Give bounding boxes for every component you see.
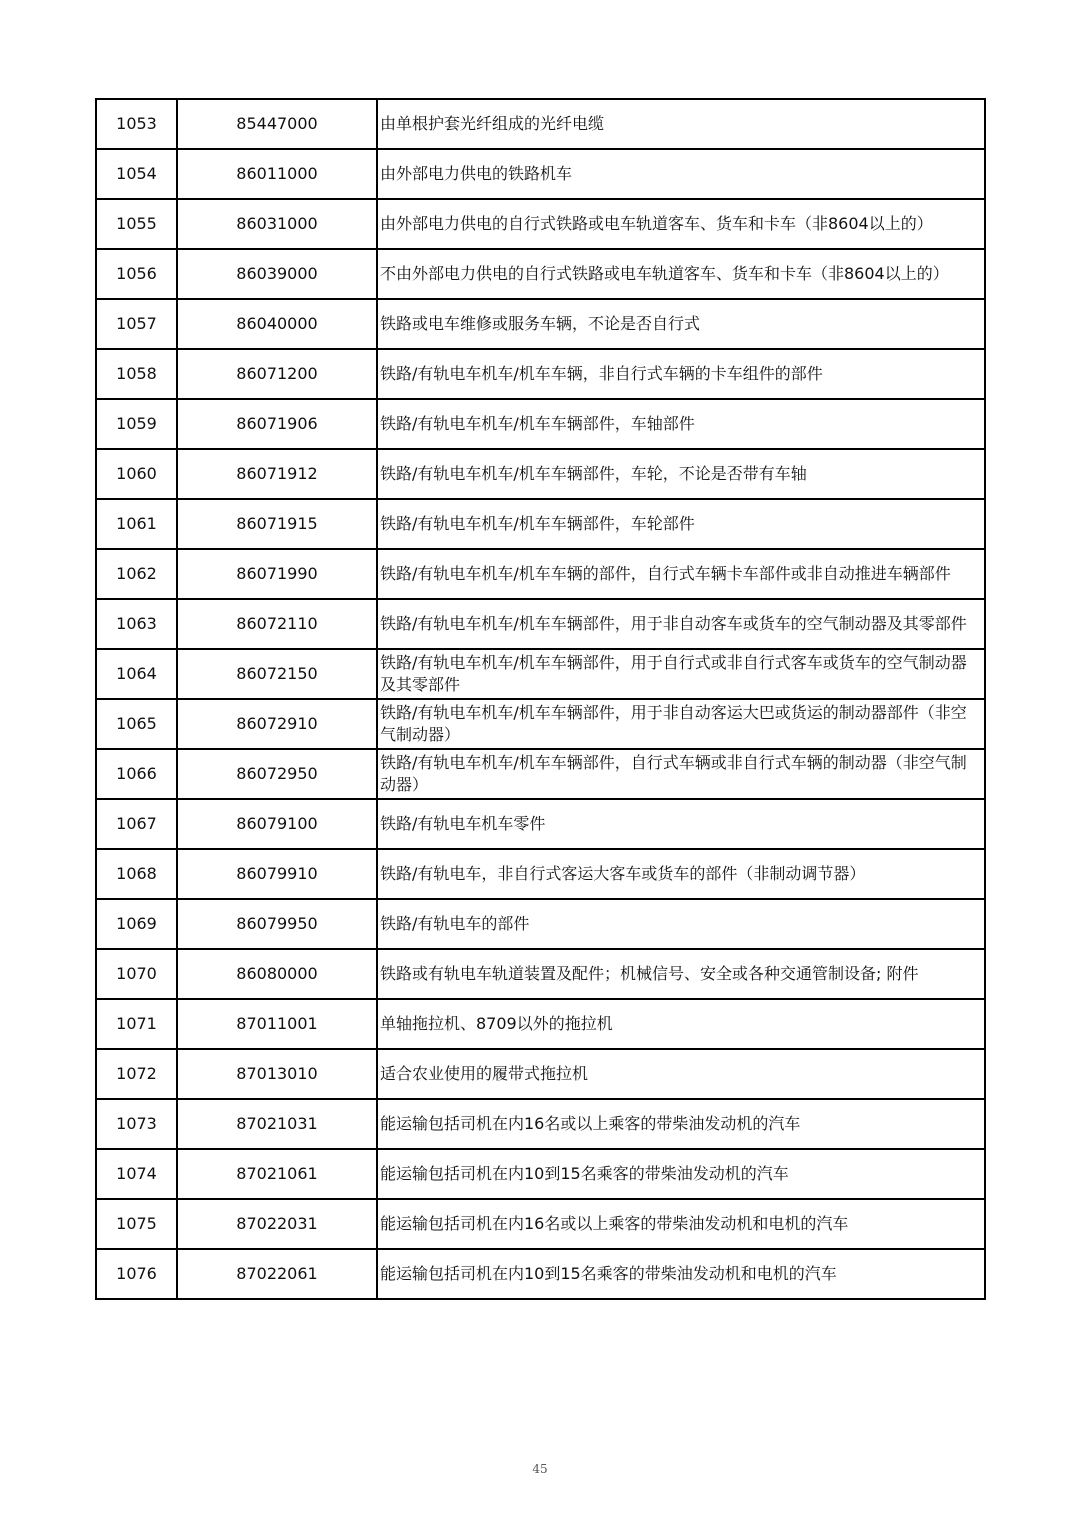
row-description: 铁路/有轨电车机车/机车车辆部件，自行式车辆或非自行式车辆的制动器（非空气制动器） <box>377 749 985 799</box>
row-description: 铁路/有轨电车机车/机车车辆部件，用于非自动客运大巴或货运的制动器部件（非空气制动器） <box>377 699 985 749</box>
row-hs-code: 86079950 <box>177 899 377 949</box>
row-description: 由外部电力供电的铁路机车 <box>377 149 985 199</box>
row-description: 铁路/有轨电车机车/机车车辆部件，车轮，不论是否带有车轴 <box>377 449 985 499</box>
row-seq-number: 1059 <box>96 399 177 449</box>
row-hs-code: 86071990 <box>177 549 377 599</box>
row-hs-code: 87021031 <box>177 1099 377 1149</box>
table-row <box>96 349 985 399</box>
row-seq-number: 1075 <box>96 1199 177 1249</box>
row-seq-number: 1074 <box>96 1149 177 1199</box>
row-description: 能运输包括司机在内16名或以上乘客的带柴油发动机的汽车 <box>377 1099 985 1149</box>
row-description: 铁路/有轨电车机车/机车车辆部件，车轮部件 <box>377 499 985 549</box>
row-hs-code: 85447000 <box>177 99 377 149</box>
row-hs-code: 86071912 <box>177 449 377 499</box>
table-body <box>96 99 985 1299</box>
table-row <box>96 1249 985 1299</box>
table-row <box>96 1049 985 1099</box>
row-hs-code: 86072910 <box>177 699 377 749</box>
table-row <box>96 1199 985 1249</box>
row-description: 铁路/有轨电车机车/机车车辆的部件，自行式车辆卡车部件或非自动推进车辆部件 <box>377 549 985 599</box>
row-hs-code: 86080000 <box>177 949 377 999</box>
row-hs-code: 86079100 <box>177 799 377 849</box>
row-seq-number: 1070 <box>96 949 177 999</box>
table-row <box>96 99 985 149</box>
row-seq-number: 1067 <box>96 799 177 849</box>
row-seq-number: 1054 <box>96 149 177 199</box>
row-hs-code: 87013010 <box>177 1049 377 1099</box>
row-hs-code: 86031000 <box>177 199 377 249</box>
row-hs-code: 87021061 <box>177 1149 377 1199</box>
row-description: 由单根护套光纤组成的光纤电缆 <box>377 99 985 149</box>
row-description: 铁路/有轨电车的部件 <box>377 899 985 949</box>
row-hs-code: 86040000 <box>177 299 377 349</box>
table-row <box>96 1099 985 1149</box>
table-row <box>96 899 985 949</box>
row-hs-code: 86071200 <box>177 349 377 399</box>
row-hs-code: 86011000 <box>177 149 377 199</box>
row-description: 铁路/有轨电车机车零件 <box>377 799 985 849</box>
row-description: 铁路/有轨电车机车/机车车辆部件，车轴部件 <box>377 399 985 449</box>
row-seq-number: 1064 <box>96 649 177 699</box>
row-seq-number: 1068 <box>96 849 177 899</box>
table-row <box>96 749 985 799</box>
table-row <box>96 799 985 849</box>
row-hs-code: 86079910 <box>177 849 377 899</box>
row-seq-number: 1063 <box>96 599 177 649</box>
row-description: 能运输包括司机在内16名或以上乘客的带柴油发动机和电机的汽车 <box>377 1199 985 1249</box>
row-description: 能运输包括司机在内10到15名乘客的带柴油发动机和电机的汽车 <box>377 1249 985 1299</box>
row-seq-number: 1062 <box>96 549 177 599</box>
row-seq-number: 1066 <box>96 749 177 799</box>
table-row <box>96 149 985 199</box>
row-seq-number: 1053 <box>96 99 177 149</box>
row-seq-number: 1069 <box>96 899 177 949</box>
row-hs-code: 86072950 <box>177 749 377 799</box>
row-hs-code: 86071915 <box>177 499 377 549</box>
row-hs-code: 87022031 <box>177 1199 377 1249</box>
row-seq-number: 1072 <box>96 1049 177 1099</box>
page-number: 45 <box>532 1462 548 1476</box>
row-description: 能运输包括司机在内10到15名乘客的带柴油发动机的汽车 <box>377 1149 985 1199</box>
table-row <box>96 299 985 349</box>
row-description: 由外部电力供电的自行式铁路或电车轨道客车、货车和卡车（非8604以上的） <box>377 199 985 249</box>
row-seq-number: 1056 <box>96 249 177 299</box>
row-description: 单轴拖拉机、8709以外的拖拉机 <box>377 999 985 1049</box>
row-seq-number: 1065 <box>96 699 177 749</box>
table-row <box>96 399 985 449</box>
table-row <box>96 599 985 649</box>
row-hs-code: 86039000 <box>177 249 377 299</box>
row-seq-number: 1076 <box>96 1249 177 1299</box>
table-row <box>96 699 985 749</box>
row-description: 不由外部电力供电的自行式铁路或电车轨道客车、货车和卡车（非8604以上的） <box>377 249 985 299</box>
table-row <box>96 449 985 499</box>
row-hs-code: 87022061 <box>177 1249 377 1299</box>
table-row <box>96 999 985 1049</box>
row-description: 铁路/有轨电车机车/机车车辆，非自行式车辆的卡车组件的部件 <box>377 349 985 399</box>
row-description: 铁路/有轨电车机车/机车车辆部件，用于非自动客车或货车的空气制动器及其零部件 <box>377 599 985 649</box>
row-seq-number: 1057 <box>96 299 177 349</box>
tariff-code-table <box>95 98 986 1300</box>
row-seq-number: 1058 <box>96 349 177 399</box>
table-row <box>96 199 985 249</box>
row-hs-code: 86072110 <box>177 599 377 649</box>
table-row <box>96 949 985 999</box>
row-description: 铁路/有轨电车机车/机车车辆部件，用于自行式或非自行式客车或货车的空气制动器及其零部件 <box>377 649 985 699</box>
table-row <box>96 549 985 599</box>
row-seq-number: 1061 <box>96 499 177 549</box>
row-hs-code: 86071906 <box>177 399 377 449</box>
row-hs-code: 86072150 <box>177 649 377 699</box>
table-row <box>96 249 985 299</box>
row-seq-number: 1060 <box>96 449 177 499</box>
row-description: 铁路或有轨电车轨道装置及配件；机械信号、安全或各种交通管制设备; 附件 <box>377 949 985 999</box>
table-row <box>96 499 985 549</box>
row-seq-number: 1073 <box>96 1099 177 1149</box>
row-description: 铁路/有轨电车，非自行式客运大客车或货车的部件（非制动调节器） <box>377 849 985 899</box>
table-row <box>96 649 985 699</box>
row-description: 适合农业使用的履带式拖拉机 <box>377 1049 985 1099</box>
table-row <box>96 849 985 899</box>
row-description: 铁路或电车维修或服务车辆，不论是否自行式 <box>377 299 985 349</box>
row-seq-number: 1055 <box>96 199 177 249</box>
row-hs-code: 87011001 <box>177 999 377 1049</box>
row-seq-number: 1071 <box>96 999 177 1049</box>
table-row <box>96 1149 985 1199</box>
